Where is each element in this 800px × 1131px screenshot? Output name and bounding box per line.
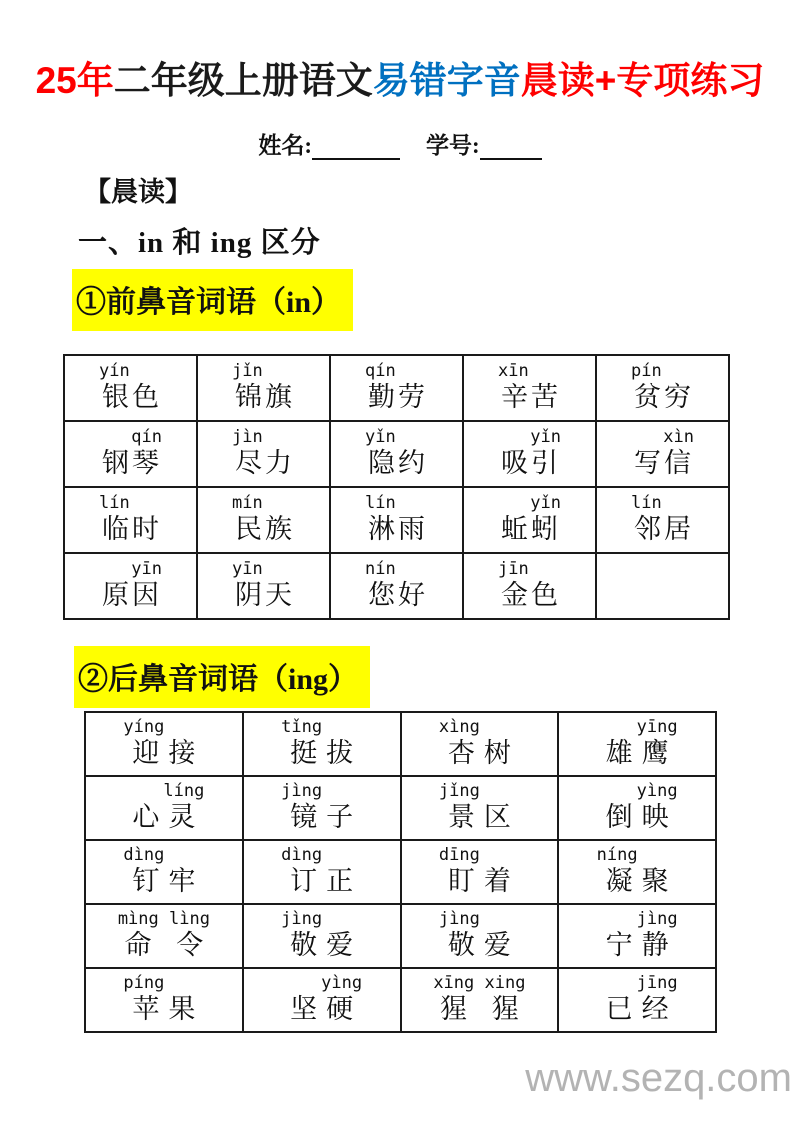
pinyin: dìng xyxy=(123,845,165,865)
pinyin: jīng xyxy=(636,973,678,993)
word: 写信 xyxy=(634,448,694,478)
word-cell-empty xyxy=(596,553,729,619)
word: 雄鹰 xyxy=(605,738,678,768)
table-row xyxy=(85,776,716,840)
word: 勤劳 xyxy=(368,382,428,412)
pinyin: yíng xyxy=(123,717,165,737)
section-part-one-heading: 一、in 和 ing 区分 xyxy=(78,227,321,259)
word: 银色 xyxy=(102,382,162,412)
pinyin: yīng xyxy=(636,717,678,737)
pinyin: jìng xyxy=(281,909,323,929)
pinyin: líng xyxy=(163,781,205,801)
word: 坚硬 xyxy=(290,994,363,1024)
word-cell xyxy=(243,968,401,1032)
word: 您好 xyxy=(368,580,428,610)
word: 钢琴 xyxy=(102,448,162,478)
pinyin: yīn xyxy=(131,559,162,579)
pinyin: yǐn xyxy=(530,427,561,447)
word-cell xyxy=(330,421,463,487)
word-cell xyxy=(463,553,596,619)
word: 订正 xyxy=(290,866,363,896)
word: 宁静 xyxy=(605,930,678,960)
word-cell xyxy=(243,776,401,840)
word: 敬爱 xyxy=(447,930,520,960)
word: 金色 xyxy=(501,580,561,610)
pinyin: lín xyxy=(99,493,130,513)
pinyin: jìng xyxy=(281,781,323,801)
table-row xyxy=(64,487,729,553)
word-cell xyxy=(85,968,243,1032)
word-cell xyxy=(243,712,401,776)
word: 迎接 xyxy=(132,738,205,768)
table-row xyxy=(64,421,729,487)
word: 隐约 xyxy=(368,448,428,478)
word: 民族 xyxy=(235,514,295,544)
word-cell xyxy=(64,553,197,619)
word-cell xyxy=(463,355,596,421)
pinyin: jǐn xyxy=(232,361,263,381)
word-cell xyxy=(558,776,716,840)
word-cell xyxy=(558,712,716,776)
table-row xyxy=(85,712,716,776)
title-segment-year: 25年 xyxy=(35,60,114,101)
word: 原因 xyxy=(102,580,162,610)
word-cell xyxy=(596,355,729,421)
word-cell xyxy=(558,840,716,904)
word: 贫穷 xyxy=(634,382,694,412)
pinyin: xīn xyxy=(498,361,529,381)
title-segment-type: 晨读+专项练习 xyxy=(520,60,765,101)
word-cell xyxy=(197,487,330,553)
word-cell xyxy=(64,421,197,487)
student-id-blank-field xyxy=(480,133,542,160)
name-label: 姓名: xyxy=(258,133,312,158)
table-row xyxy=(85,840,716,904)
pinyin: pín xyxy=(631,361,662,381)
pinyin: qín xyxy=(365,361,396,381)
pinyin: nín xyxy=(365,559,396,579)
pinyin: yìng xyxy=(636,781,678,801)
pinyin: lín xyxy=(365,493,396,513)
word-cell xyxy=(243,904,401,968)
word-cell xyxy=(64,487,197,553)
word-cell xyxy=(64,355,197,421)
word-cell xyxy=(401,712,559,776)
word-cell xyxy=(463,421,596,487)
title-segment-topic: 易错字音 xyxy=(372,60,521,101)
table-front-nasal-in xyxy=(63,354,730,620)
table-row xyxy=(64,553,729,619)
word: 苹果 xyxy=(132,994,205,1024)
pinyin: xìn xyxy=(663,427,694,447)
pinyin: yín xyxy=(99,361,130,381)
pinyin: xìng xyxy=(438,717,480,737)
word-cell xyxy=(596,421,729,487)
pinyin: jīn xyxy=(498,559,529,579)
pinyin: mín xyxy=(232,493,263,513)
word-cell xyxy=(85,904,243,968)
word-cell xyxy=(85,840,243,904)
word: 阴天 xyxy=(235,580,295,610)
word-cell xyxy=(197,553,330,619)
pinyin: jǐng xyxy=(438,781,480,801)
student-id-label: 学号: xyxy=(426,133,480,158)
pinyin: jìng xyxy=(438,909,480,929)
word-cell xyxy=(596,487,729,553)
pinyin: jìng xyxy=(636,909,678,929)
pinyin: tǐng xyxy=(281,717,323,737)
pinyin: yìng xyxy=(321,973,363,993)
word: 蚯蚓 xyxy=(501,514,561,544)
word-cell xyxy=(401,904,559,968)
pinyin: yīn xyxy=(232,559,263,579)
word: 淋雨 xyxy=(368,514,428,544)
word: 钉牢 xyxy=(132,866,205,896)
pinyin: dīng xyxy=(438,845,480,865)
word: 杏树 xyxy=(447,738,520,768)
pinyin: xīng xing xyxy=(433,973,526,993)
word-cell xyxy=(243,840,401,904)
word-cell xyxy=(401,840,559,904)
pinyin: mìng lìng xyxy=(117,909,210,929)
word: 临时 xyxy=(102,514,162,544)
word-cell xyxy=(330,553,463,619)
word-cell xyxy=(401,968,559,1032)
pinyin: píng xyxy=(123,973,165,993)
word: 心灵 xyxy=(132,802,205,832)
word: 锦旗 xyxy=(235,382,295,412)
word: 镜子 xyxy=(290,802,363,832)
word: 邻居 xyxy=(634,514,694,544)
watermark-url: www.sezq.com xyxy=(525,1056,792,1100)
word-cell xyxy=(463,487,596,553)
word-cell xyxy=(85,712,243,776)
title-segment-grade: 二年级上册语文 xyxy=(113,60,373,101)
word-cell xyxy=(197,355,330,421)
word-cell xyxy=(330,487,463,553)
word: 盯着 xyxy=(447,866,520,896)
student-info-line xyxy=(0,127,800,160)
word: 已经 xyxy=(605,994,678,1024)
word-cell xyxy=(558,904,716,968)
pinyin: yǐn xyxy=(530,493,561,513)
pinyin: lín xyxy=(631,493,662,513)
word: 敬爱 xyxy=(290,930,363,960)
word: 尽力 xyxy=(235,448,295,478)
pinyin: qín xyxy=(131,427,162,447)
word-cell xyxy=(401,776,559,840)
table-row xyxy=(85,904,716,968)
name-blank-field xyxy=(312,133,400,160)
word: 倒映 xyxy=(605,802,678,832)
word-cell xyxy=(330,355,463,421)
word: 猩 猩 xyxy=(440,994,528,1024)
word: 命 令 xyxy=(124,930,213,960)
pinyin: jìn xyxy=(232,427,263,447)
word: 辛苦 xyxy=(501,382,561,412)
word-cell xyxy=(85,776,243,840)
word: 吸引 xyxy=(501,448,561,478)
highlight-label-ing: ②后鼻音词语（ing） xyxy=(74,646,370,708)
pinyin: dìng xyxy=(281,845,323,865)
word: 挺拔 xyxy=(290,738,363,768)
highlight-label-in: ①前鼻音词语（in） xyxy=(72,269,353,331)
word: 凝聚 xyxy=(605,866,678,896)
pinyin: yǐn xyxy=(365,427,396,447)
word-cell xyxy=(558,968,716,1032)
pinyin: níng xyxy=(596,845,638,865)
word-cell xyxy=(197,421,330,487)
table-row xyxy=(64,355,729,421)
table-back-nasal-ing xyxy=(84,711,717,1033)
page-title xyxy=(0,50,800,104)
word: 景区 xyxy=(447,802,520,832)
section-morning-reading: 【晨读】 xyxy=(84,177,192,207)
table-row xyxy=(85,968,716,1032)
